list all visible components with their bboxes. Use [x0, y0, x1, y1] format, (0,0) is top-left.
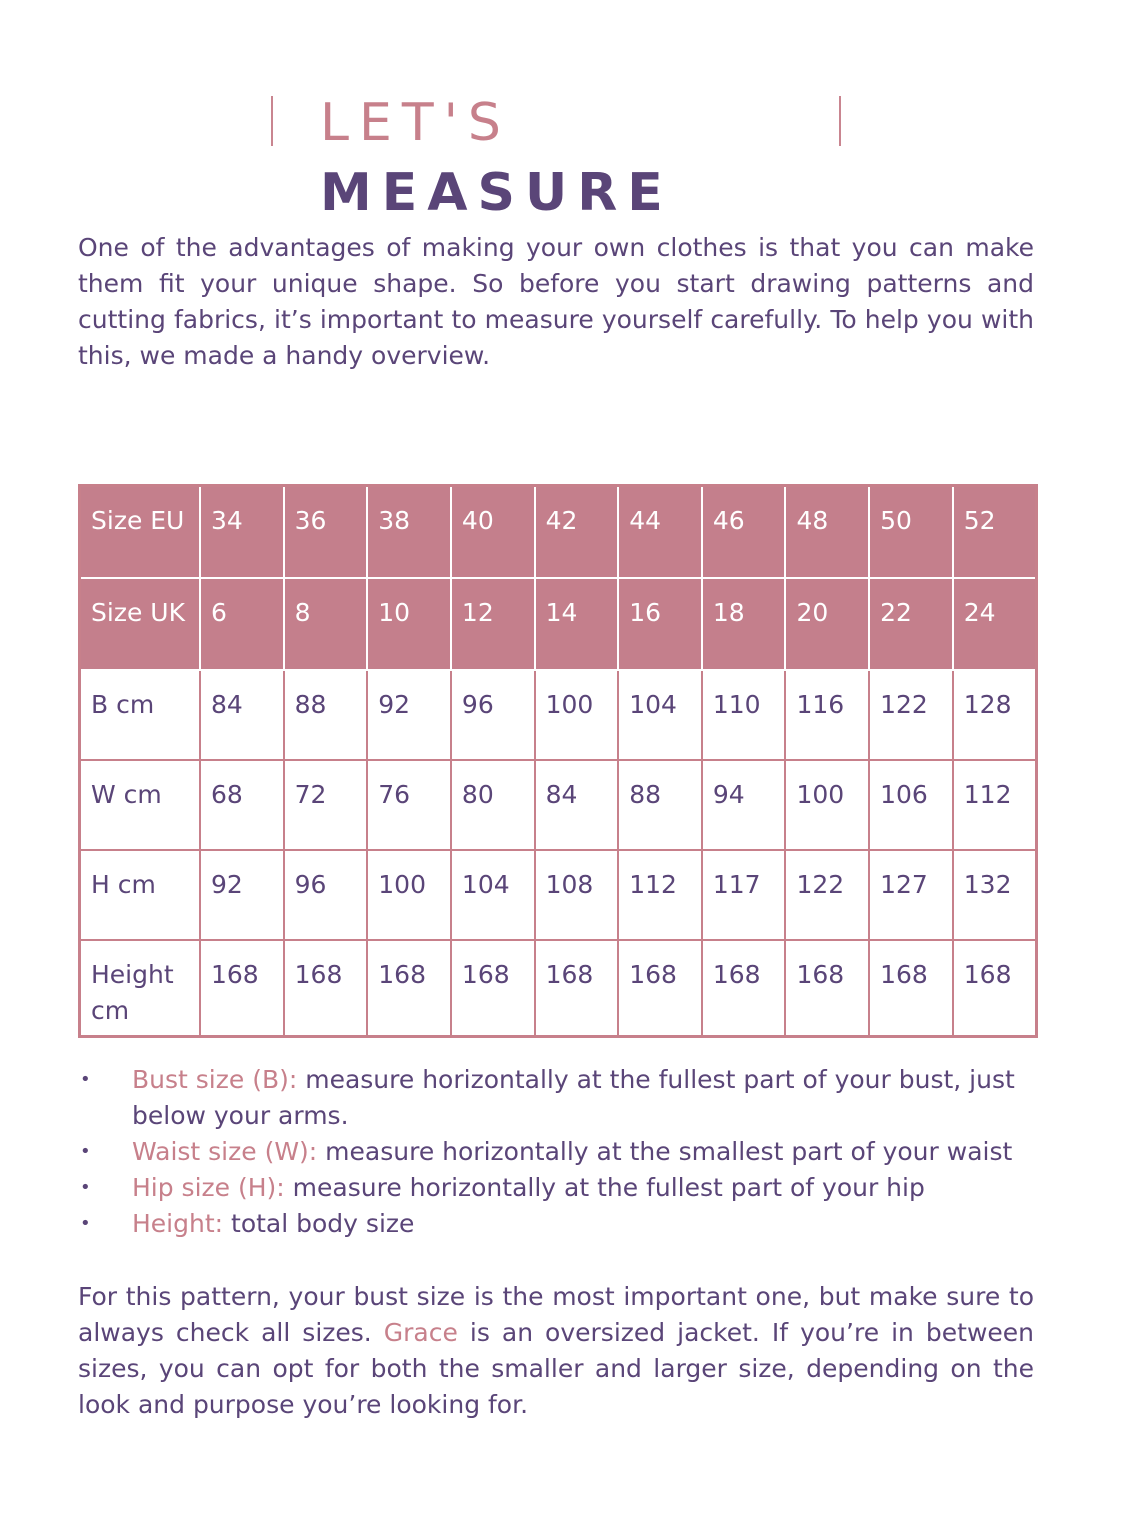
table-cell: 117: [702, 850, 786, 940]
table-cell: 18: [702, 578, 786, 670]
closing-text-before: For this pattern, your bust size is the most important one, but make sure to always check all sizes.: [78, 1282, 1034, 1347]
closing-text-after: is an oversized jacket. If you’re in between sizes, you can opt for both the smaller and larger size, depending on the look and purpose you’re looking for.: [78, 1318, 1034, 1419]
table-cell: 88: [618, 760, 702, 850]
table-cell: 112: [618, 850, 702, 940]
table-cell: 100: [367, 850, 451, 940]
table-cell: 106: [869, 760, 953, 850]
row-label: H cm: [80, 850, 201, 940]
table-cell: 168: [785, 940, 869, 1037]
row-label: Size EU: [80, 486, 201, 579]
table-cell: 96: [451, 670, 535, 760]
table-cell: 16: [618, 578, 702, 670]
table-cell: 48: [785, 486, 869, 579]
table-cell: 8: [284, 578, 368, 670]
table-cell: 128: [953, 670, 1037, 760]
table-cell: 68: [200, 760, 284, 850]
table-cell: 127: [869, 850, 953, 940]
table-cell: 100: [535, 670, 619, 760]
table-cell: 6: [200, 578, 284, 670]
bullet-text: measure horizontally at the fullest part of your hip: [284, 1173, 925, 1202]
table-cell: 50: [869, 486, 953, 579]
title-divider-left: [271, 96, 273, 146]
row-label: Height cm: [80, 940, 201, 1037]
table-cell: 38: [367, 486, 451, 579]
table-cell: 168: [535, 940, 619, 1037]
title-part-1: LET'S: [320, 93, 511, 153]
table-cell: 168: [451, 940, 535, 1037]
table-cell: 168: [367, 940, 451, 1037]
bullet-icon: •: [80, 1177, 91, 1198]
bullet-icon: •: [80, 1213, 91, 1234]
table-cell: 40: [451, 486, 535, 579]
pattern-name: Grace: [383, 1318, 458, 1347]
table-cell: 96: [284, 850, 368, 940]
title-part-2: MEASURE: [320, 163, 673, 223]
table-cell: 104: [618, 670, 702, 760]
table-cell: 84: [200, 670, 284, 760]
bullet-term: Waist size (W):: [132, 1137, 318, 1166]
table-cell: 88: [284, 670, 368, 760]
table-cell: 168: [618, 940, 702, 1037]
bullet-term: Hip size (H):: [132, 1173, 285, 1202]
title-divider-right: [839, 96, 841, 146]
table-cell: 168: [200, 940, 284, 1037]
table-cell: 116: [785, 670, 869, 760]
list-item: [78, 1170, 1038, 1206]
bullet-icon: •: [80, 1141, 91, 1162]
table-cell: 20: [785, 578, 869, 670]
table-row: [80, 670, 1037, 760]
table-row: [80, 760, 1037, 850]
table-cell: 22: [869, 578, 953, 670]
bullet-text: measure horizontally at the fullest part of your bust, just below your arms.: [132, 1065, 1015, 1130]
row-label: Size UK: [80, 578, 201, 670]
table-cell: 100: [785, 760, 869, 850]
table-cell: 24: [953, 578, 1037, 670]
table-cell: 12: [451, 578, 535, 670]
list-item: [78, 1134, 1038, 1170]
size-table: [78, 484, 1038, 1038]
table-cell: 72: [284, 760, 368, 850]
table-cell: 84: [535, 760, 619, 850]
table-cell: 104: [451, 850, 535, 940]
table-cell: 14: [535, 578, 619, 670]
table-cell: 168: [284, 940, 368, 1037]
table-cell: 108: [535, 850, 619, 940]
table-cell: 112: [953, 760, 1037, 850]
table-row: [80, 850, 1037, 940]
table-cell: 132: [953, 850, 1037, 940]
intro-paragraph: One of the advantages of making your own clothes is that you can make them fit your unique shape. So before you start drawing patterns and cutting fabrics, it’s important to measure yourself carefully. To help you with this, we made a handy overview.: [78, 233, 1034, 370]
measurement-list: [78, 1062, 1038, 1242]
table-cell: 92: [367, 670, 451, 760]
table-cell: 44: [618, 486, 702, 579]
bullet-term: Bust size (B):: [132, 1065, 298, 1094]
table-cell: 34: [200, 486, 284, 579]
page-title: [0, 88, 1128, 223]
bullet-term: Height:: [132, 1209, 224, 1238]
table-cell: 42: [535, 486, 619, 579]
table-cell: 36: [284, 486, 368, 579]
bullet-text: measure horizontally at the smallest part of your waist: [317, 1137, 1013, 1166]
row-label: B cm: [80, 670, 201, 760]
table-cell: 92: [200, 850, 284, 940]
table-cell: 46: [702, 486, 786, 579]
bullet-text: total body size: [223, 1209, 415, 1238]
table-row: [80, 940, 1037, 1037]
title-text: [320, 88, 800, 228]
table-cell: 168: [953, 940, 1037, 1037]
table-cell: 122: [869, 670, 953, 760]
table-cell: 80: [451, 760, 535, 850]
list-item: [78, 1206, 1038, 1242]
bullet-icon: •: [80, 1069, 91, 1090]
closing-paragraph: [78, 1279, 1034, 1423]
table-cell: 10: [367, 578, 451, 670]
table-row: [80, 578, 1037, 670]
table-cell: 76: [367, 760, 451, 850]
table-row: [80, 486, 1037, 579]
list-item: [78, 1062, 1038, 1134]
table-cell: 122: [785, 850, 869, 940]
table-cell: 52: [953, 486, 1037, 579]
row-label: W cm: [80, 760, 201, 850]
table-cell: 94: [702, 760, 786, 850]
table-cell: 110: [702, 670, 786, 760]
table-cell: 168: [869, 940, 953, 1037]
table-cell: 168: [702, 940, 786, 1037]
